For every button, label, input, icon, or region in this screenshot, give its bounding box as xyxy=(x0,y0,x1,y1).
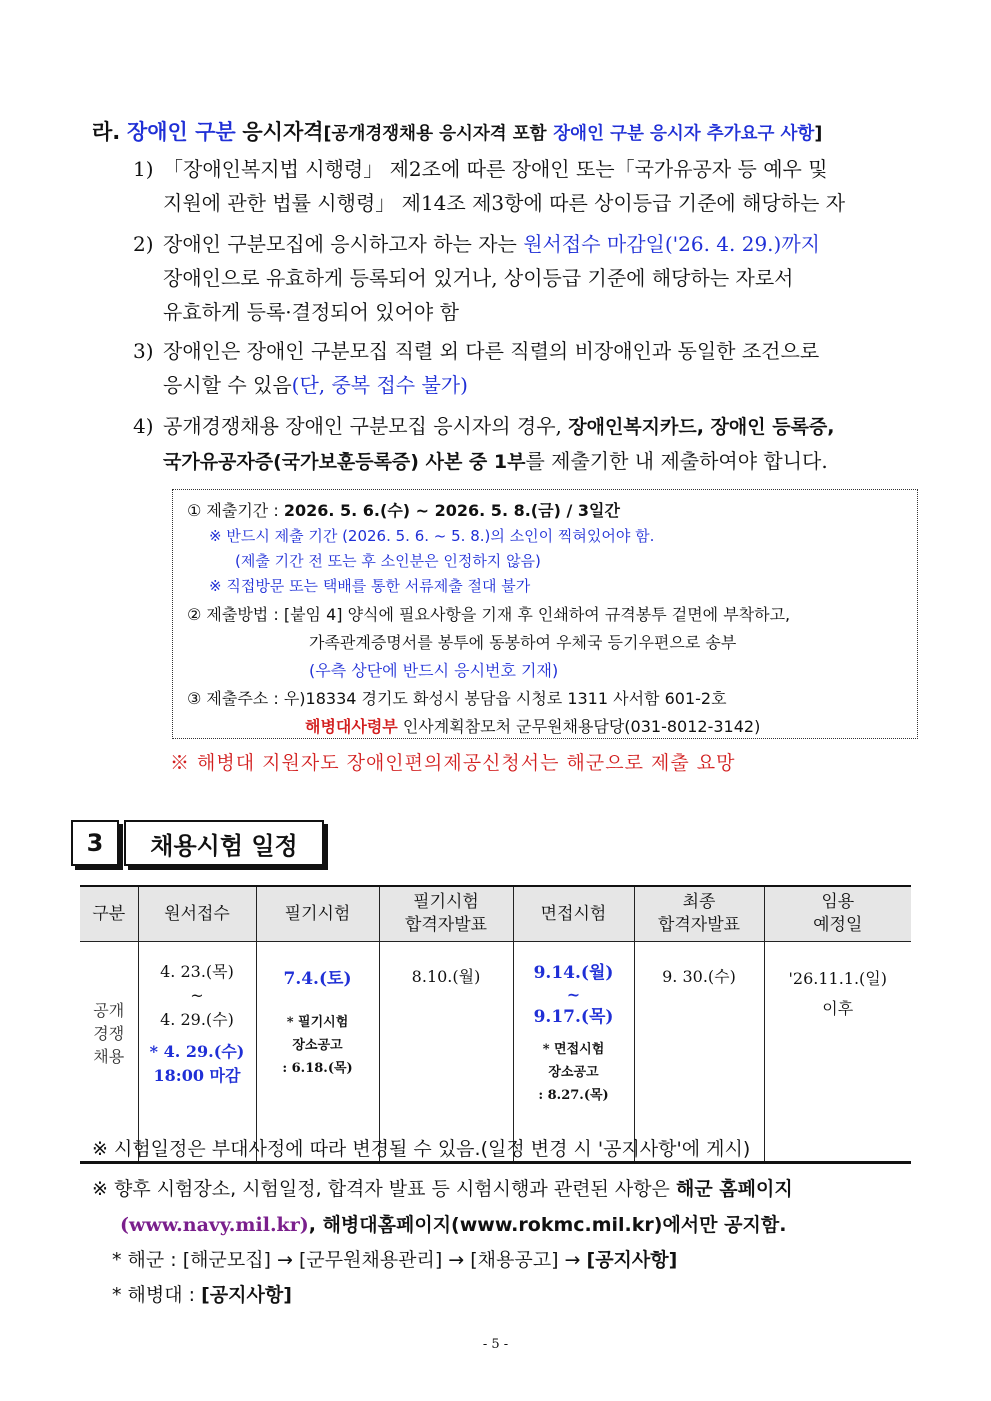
item-4-line2b: 를 제출기한 내 제출하여야 합니다. xyxy=(525,449,828,473)
item-2-line1b: 원서접수 마감일('26. 4. 29.)까지 xyxy=(523,232,820,256)
col-written: 필기시험 xyxy=(256,886,379,942)
item-4-line2a: 국가유공자증(국가보훈등록증) 사본 중 1부 xyxy=(163,451,526,473)
address-line1: 우)18334 경기도 화성시 봉담읍 시청로 1311 사서함 601-2호 xyxy=(283,689,727,708)
item-3-num: 3) xyxy=(133,339,154,363)
heading-blue: 장애인 구분 xyxy=(126,120,236,144)
item-1-num: 1) xyxy=(133,157,154,181)
section-title: 채용시험 일정 xyxy=(124,820,324,866)
method-line3: (우측 상단에 반드시 응시번호 기재) xyxy=(309,661,559,680)
col-apply: 원서접수 xyxy=(138,886,256,942)
cell-final: 9. 30.(수) xyxy=(634,942,764,1163)
col-final: 최종 합격자발표 xyxy=(634,886,764,942)
cell-written-result: 8.10.(월) xyxy=(379,942,513,1163)
heading-prefix: 라. xyxy=(92,120,121,144)
period-note-2: (제출 기간 전 또는 후 소인분은 인정하지 않음) xyxy=(235,552,541,570)
period-value: 2026. 5. 6.(수) ~ 2026. 5. 8.(금) / 3일간 xyxy=(283,501,620,520)
item-4-num: 4) xyxy=(133,414,154,438)
heading-sub-blue: 장애인 구분 응시자 추가요구 사항 xyxy=(553,124,815,144)
page-number: - 5 - xyxy=(482,1337,509,1352)
col-interview: 면접시험 xyxy=(513,886,634,942)
item-3-line1: 장애인은 장애인 구분모집 직렬 외 다른 직렬의 비장애인과 동일한 조건으로 xyxy=(163,339,820,363)
cell-written: 7.4.(토) * 필기시험 장소공고 : 6.18.(목) xyxy=(256,942,379,1163)
cell-appoint: '26.11.1.(일) 이후 xyxy=(764,942,911,1163)
item-1 xyxy=(133,152,845,220)
address-label: ③ 제출주소 : xyxy=(187,689,279,708)
schedule-table xyxy=(80,885,911,1164)
section-number: 3 xyxy=(71,820,119,866)
method-label: ② 제출방법 : xyxy=(187,605,279,624)
footer-marine-path: * 해병대 : [공지사항] xyxy=(112,1284,292,1306)
footer-navy-path: * 해군 : [해군모집] → [군무원채용관리] → [채용공고] → [공지사항] xyxy=(112,1249,678,1271)
item-2-num: 2) xyxy=(133,232,154,256)
item-2-line1a: 장애인 구분모집에 응시하고자 하는 자는 xyxy=(163,232,524,256)
item-4-line1a: 공개경쟁채용 장애인 구분모집 응시자의 경우, xyxy=(163,414,569,438)
table-row xyxy=(80,942,911,1163)
footer-note-1: ※ 시험일정은 부대사정에 따라 변경될 수 있음.(일정 변경 시 '공지사항'에 게시) xyxy=(92,1138,751,1160)
heading-sub-close: ] xyxy=(814,124,823,144)
cell-interview: 9.14.(월) ~ 9.17.(목) * 면접시험 장소공고 : 8.27.(목) xyxy=(513,942,634,1163)
heading-sub-open: [공개경쟁채용 응시자격 포함 xyxy=(323,124,547,144)
table-header-row xyxy=(80,886,911,942)
cell-category: 공개 경쟁 채용 xyxy=(80,942,138,1163)
period-note-3: ※ 직접방문 또는 택배를 통한 서류제출 절대 불가 xyxy=(209,577,531,595)
item-3-line2a: 응시할 수 있음 xyxy=(163,373,292,397)
item-1-line1: 「장애인복지법 시행령」 제2조에 따른 장애인 또는「국가유공자 등 예우 및 xyxy=(163,157,828,181)
item-3 xyxy=(133,334,819,402)
item-2 xyxy=(133,227,820,329)
section-heading xyxy=(92,116,822,146)
footer-note-2: ※ 향후 시험장소, 시험일정, 합격자 발표 등 시험시행과 관련된 사항은 해군 홈페이지 xyxy=(92,1178,793,1200)
col-appoint: 임용 예정일 xyxy=(764,886,911,942)
col-written-result: 필기시험 합격자발표 xyxy=(379,886,513,942)
method-line2: 가족관계증명서를 봉투에 동봉하여 우체국 등기우편으로 송부 xyxy=(309,633,737,652)
marine-notice: ※ 해병대 지원자도 장애인편의제공신청서는 해군으로 제출 요망 xyxy=(170,752,736,774)
item-4 xyxy=(133,409,835,479)
period-note-1: ※ 반드시 제출 기간 (2026. 5. 6. ~ 5. 8.)의 소인이 찍혀있어야 함. xyxy=(209,527,655,545)
item-4-line1b: 장애인복지카드, 장애인 등록증, xyxy=(568,416,835,438)
col-category: 구분 xyxy=(80,886,138,942)
item-3-line2b: (단, 중복 접수 불가) xyxy=(291,373,468,397)
item-2-line2: 장애인으로 유효하게 등록되어 있거나, 상이등급 기준에 해당하는 자로서 xyxy=(163,266,794,290)
method-line1: [붙임 4] 양식에 필요사항을 기재 후 인쇄하여 규격봉투 겉면에 부착하고, xyxy=(283,605,791,624)
address-red: 해병대사령부 xyxy=(305,717,398,736)
cell-apply: 4. 23.(목) ~ 4. 29.(수) * 4. 29.(수) 18:00 마감 xyxy=(138,942,256,1163)
item-1-line2: 지원에 관한 법률 시행령」 제14조 제3항에 따른 상이등급 기준에 해당하는 자 xyxy=(163,191,846,215)
submission-box xyxy=(172,489,918,739)
heading-black: 응시자격 xyxy=(242,120,324,144)
address-line2: 인사계획참모처 군무원채용담당(031-8012-3142) xyxy=(397,717,761,736)
item-2-line3: 유효하게 등록·결정되어 있어야 함 xyxy=(163,300,459,324)
period-label: ① 제출기간 : xyxy=(187,501,279,520)
footer-note-3: (www.navy.mil.kr), 해병대홈페이지(www.rokmc.mil.kr)에서만 공지함. xyxy=(120,1214,787,1236)
